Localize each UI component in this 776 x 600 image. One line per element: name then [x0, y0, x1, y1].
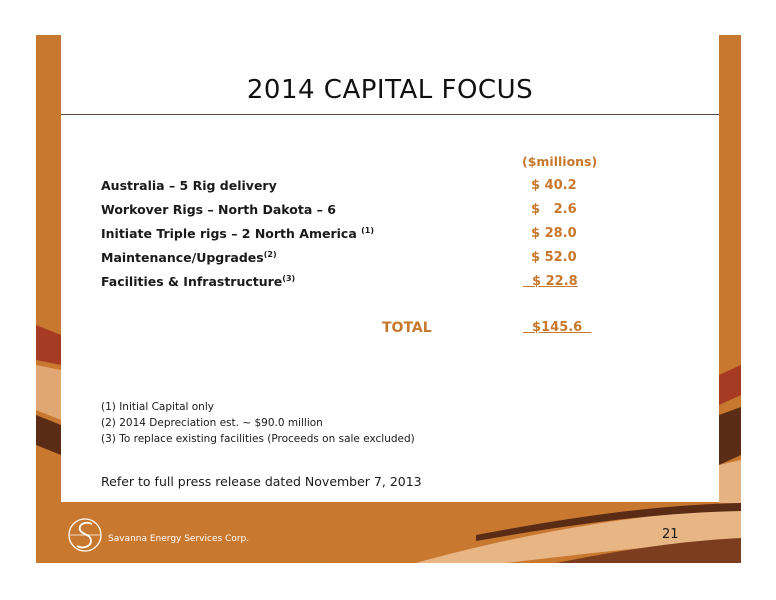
row-amount-maintenance: $ 52.0 [531, 250, 577, 265]
title-divider [61, 114, 719, 115]
company-logo [66, 513, 266, 557]
row-label-facilities: Facilities & Infrastructure$^{(3)}$ [101, 274, 296, 290]
slide-title: 2014 CAPITAL FOCUS [246, 75, 534, 105]
row-amount-triple-rigs: $ 28.0 [531, 226, 577, 241]
content-panel [61, 35, 719, 502]
total-amount: $145.6 [523, 320, 592, 335]
footnote-1: (1) Initial Capital only [101, 401, 214, 413]
company-name: Savanna Energy Services Corp. [108, 534, 250, 544]
page-number: 21 [662, 527, 679, 542]
row-amount-australia: $ 40.2 [531, 178, 577, 193]
total-label: TOTAL [382, 320, 432, 336]
row-amount-workover-rigs: $ 2.6 [531, 202, 577, 217]
row-label-triple-rigs: Initiate Triple rigs – 2 North America $^{(1)}$ [101, 226, 374, 242]
slide [36, 35, 741, 563]
row-label-australia: Australia – 5 Rig delivery [101, 178, 277, 194]
units-header: ($millions) [522, 154, 598, 169]
footnote-3: (3) To replace existing facilities (Proceeds on sale excluded) [101, 433, 415, 445]
row-amount-facilities: $ 22.8 [523, 274, 578, 289]
row-label-workover-rigs: Workover Rigs – North Dakota – 6 [101, 202, 336, 218]
row-label-maintenance: Maintenance/Upgrades$^{(2)}$ [101, 250, 277, 266]
savanna-logo-icon [66, 513, 106, 557]
footnote-2: (2) 2014 Depreciation est. ~ $90.0 million [101, 417, 323, 429]
press-release-reference: Refer to full press release dated November 7, 2013 [101, 474, 422, 489]
